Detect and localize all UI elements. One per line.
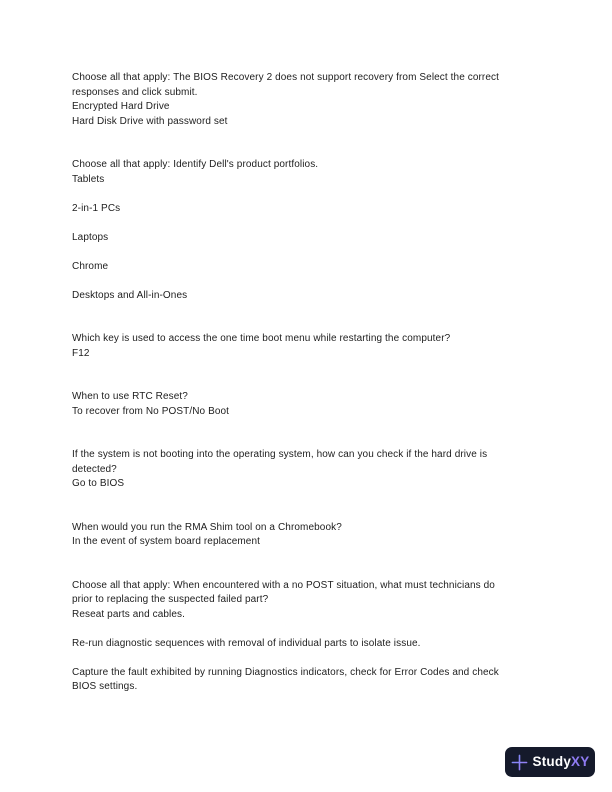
answer-line: In the event of system board replacement bbox=[72, 536, 260, 547]
question-line: Choose all that apply: When encountered with a no POST situation, what must technicians do bbox=[72, 579, 495, 591]
qa-block bbox=[72, 521, 542, 550]
question-line: detected? bbox=[72, 463, 117, 475]
brand-primary: Study bbox=[532, 754, 572, 770]
qa-block bbox=[72, 579, 542, 695]
qa-block bbox=[72, 158, 542, 303]
question-line: Which key is used to access the one time boot menu while restarting the computer? bbox=[72, 333, 451, 344]
answer-line: Hard Disk Drive with password set bbox=[72, 115, 228, 127]
answer-line: Re-run diagnostic sequences with removal of individual parts to isolate issue. bbox=[72, 637, 421, 649]
question-line: Choose all that apply: Identify Dell's product portfolios. bbox=[72, 159, 319, 170]
document-content bbox=[72, 71, 542, 724]
answer-line: Encrypted Hard Drive bbox=[72, 101, 170, 112]
qa-block bbox=[72, 332, 542, 361]
answer-line: Chrome bbox=[72, 260, 109, 272]
answer-line: Go to BIOS bbox=[72, 478, 125, 489]
answer-line: To recover from No POST/No Boot bbox=[72, 405, 230, 417]
plus-icon bbox=[511, 754, 528, 771]
studyxy-logo[interactable] bbox=[505, 747, 595, 777]
question-line: When would you run the RMA Shim tool on a Chromebook? bbox=[72, 521, 342, 533]
answer-line: 2-in-1 PCs bbox=[72, 202, 121, 214]
question-line: responses and click submit. bbox=[72, 86, 198, 98]
question-line: Choose all that apply: The BIOS Recovery 2 does not support recovery from Select the correct bbox=[72, 72, 499, 83]
question-line: prior to replacing the suspected failed part? bbox=[72, 594, 269, 605]
answer-line: Capture the fault exhibited by running Diagnostics indicators, check for Error Codes and check bbox=[72, 666, 499, 678]
answer-line: Laptops bbox=[72, 231, 109, 243]
answer-line: BIOS settings. bbox=[72, 681, 138, 692]
answer-line: Reseat parts and cables. bbox=[72, 608, 186, 620]
qa-block bbox=[72, 448, 542, 492]
qa-block bbox=[72, 390, 542, 419]
qa-block bbox=[72, 71, 542, 129]
answer-line: F12 bbox=[72, 347, 90, 359]
question-line: When to use RTC Reset? bbox=[72, 391, 188, 402]
answer-line: Tablets bbox=[72, 173, 105, 185]
question-line: If the system is not booting into the operating system, how can you check if the hard drive is bbox=[72, 449, 488, 460]
answer-line: Desktops and All-in-Ones bbox=[72, 289, 188, 301]
brand-accent: XY bbox=[571, 754, 590, 770]
brand-text bbox=[533, 755, 590, 769]
